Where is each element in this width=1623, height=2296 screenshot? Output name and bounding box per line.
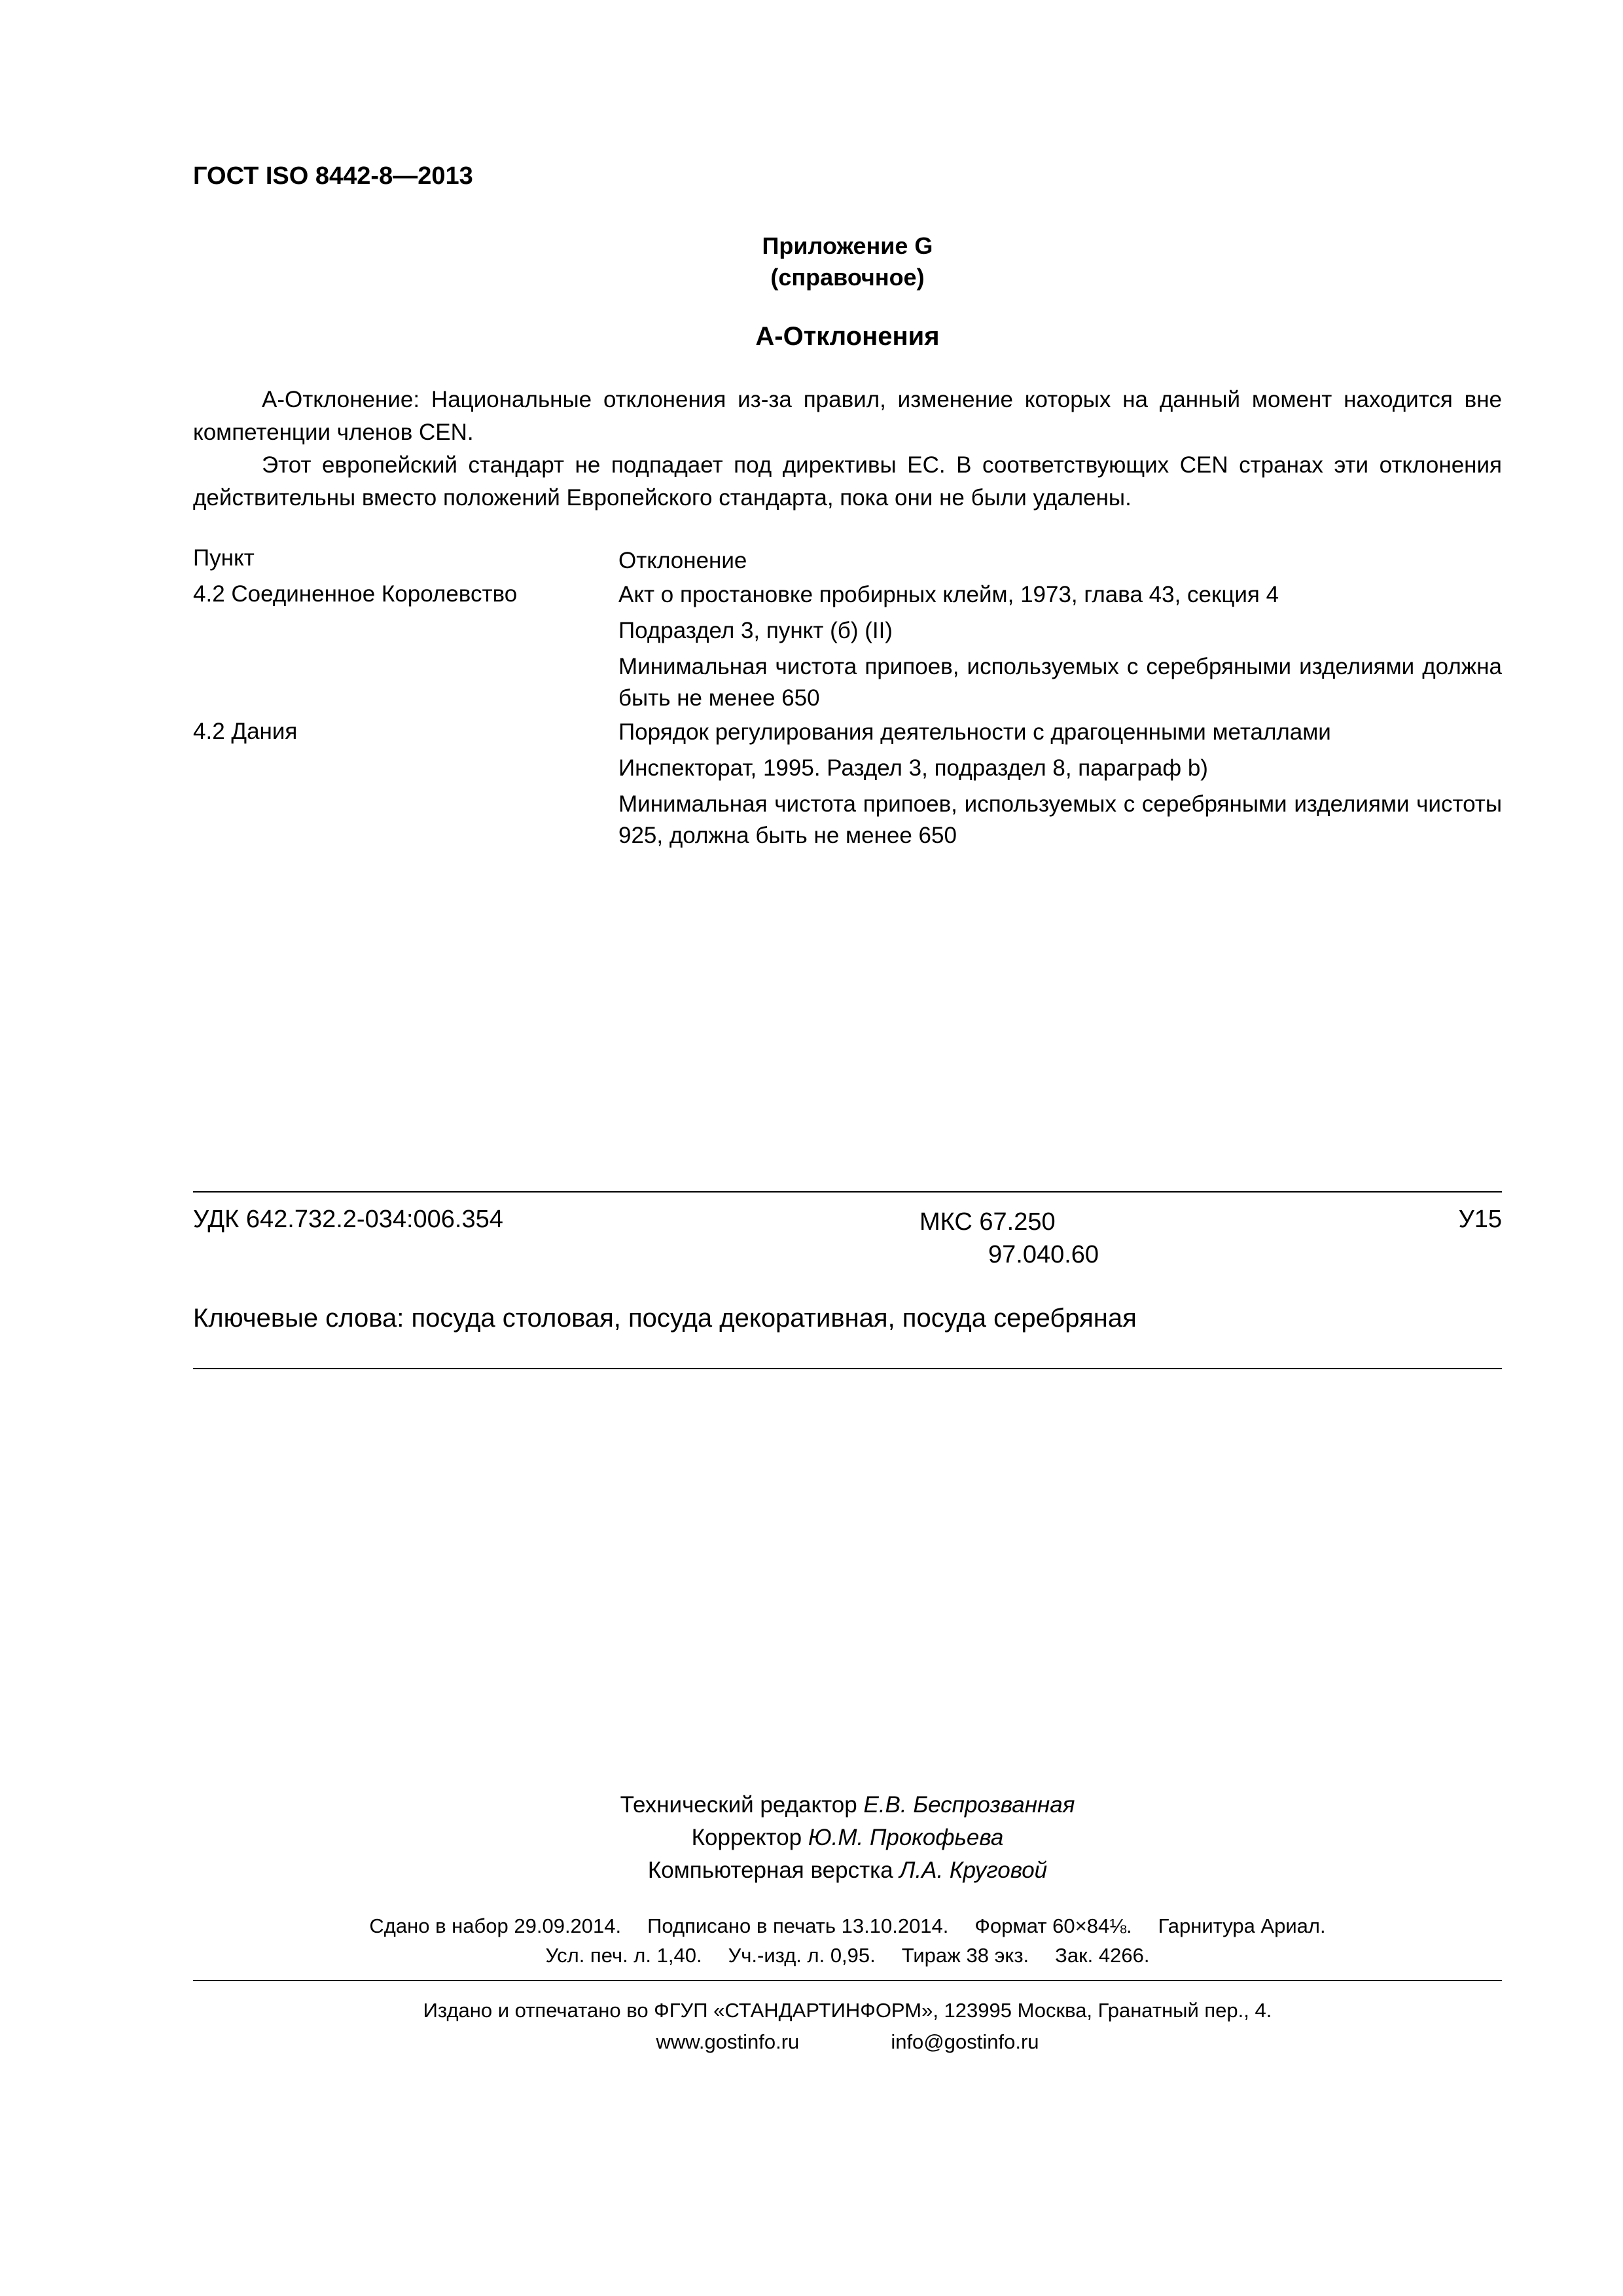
table-row-line: Акт о простановке пробирных клейм, 1973, глава 43, секция 4	[618, 582, 1279, 607]
table-row-line: Подраздел 3, пункт (б) (II)	[618, 618, 893, 643]
table-row-line: Минимальная чистота припоев, используемых с серебряными изделиями чистоты 925, должна быть не менее 650	[618, 791, 1502, 848]
keywords: Ключевые слова: посуда столовая, посуда декоративная, посуда серебряная	[193, 1304, 1137, 1333]
appendix-type: (справочное)	[770, 264, 925, 291]
table-row-clause: 4.2 Дания	[193, 719, 298, 744]
paragraph-2: Этот европейский стандарт не подпадает под директивы ЕС. В соответствующих CEN странах эти отклонения действительны вместо положений Европейского стандарта, пока они не были удалены.	[193, 452, 1502, 511]
udk-code: УДК 642.732.2-034:006.354	[193, 1206, 503, 1233]
rule-imprint	[193, 1980, 1502, 1981]
table-row-line: Инспекторат, 1995. Раздел 3, подраздел 8, параграф b)	[618, 755, 1208, 781]
table-row-line: Порядок регулирования деятельности с драгоценными металлами	[618, 719, 1331, 745]
appendix-heading	[193, 230, 1502, 293]
imprint-line-2: Усл. печ. л. 1,40. Уч.-изд. л. 0,95. Тираж 38 экз. Зак. 4266.	[545, 1944, 1150, 1967]
category-code: У15	[1458, 1206, 1502, 1233]
paragraph-1: А-Отклонение: Национальные отклонения из-за правил, изменение которых на данный момент находится вне компетенции членов CEN.	[193, 387, 1502, 445]
imprint-line-1: Сдано в набор 29.09.2014. Подписано в печать 13.10.2014. Формат 60×84⅛. Гарнитура Ариал.	[369, 1914, 1326, 1937]
section-title: А-Отклонения	[755, 322, 940, 351]
staff-credits	[193, 1789, 1502, 1887]
document-code: ГОСТ ISO 8442-8—2013	[193, 162, 473, 190]
mks-code-1: МКС 67.250	[919, 1208, 1056, 1236]
table-row-clause: 4.2 Соединенное Королевство	[193, 581, 518, 607]
mks-code	[919, 1206, 1099, 1271]
corrector: Корректор Ю.М. Прокофьева	[691, 1825, 1004, 1850]
imprint	[193, 1911, 1502, 1970]
table-header-clause: Пункт	[193, 545, 255, 571]
publisher-contacts	[193, 2026, 1502, 2058]
publisher	[193, 1995, 1502, 2058]
layout-artist: Компьютерная верстка Л.А. Круговой	[647, 1857, 1048, 1883]
table-header-deviation: Отклонение	[618, 548, 747, 573]
publisher-website: www.gostinfo.ru	[656, 2030, 800, 2053]
publisher-line: Издано и отпечатано во ФГУП «СТАНДАРТИНФОРМ», 123995 Москва, Гранатный пер., 4.	[423, 1999, 1272, 2022]
rule-top	[193, 1191, 1502, 1193]
publisher-email: info@gostinfo.ru	[891, 2030, 1039, 2053]
rule-keywords	[193, 1368, 1502, 1369]
mks-code-2: 97.040.60	[988, 1241, 1099, 1268]
appendix-title: Приложение G	[762, 232, 933, 259]
table-row-line: Минимальная чистота припоев, используемых с серебряными изделиями должна быть не менее 650	[618, 654, 1502, 711]
tech-editor: Технический редактор Е.В. Беспрозванная	[620, 1792, 1075, 1818]
